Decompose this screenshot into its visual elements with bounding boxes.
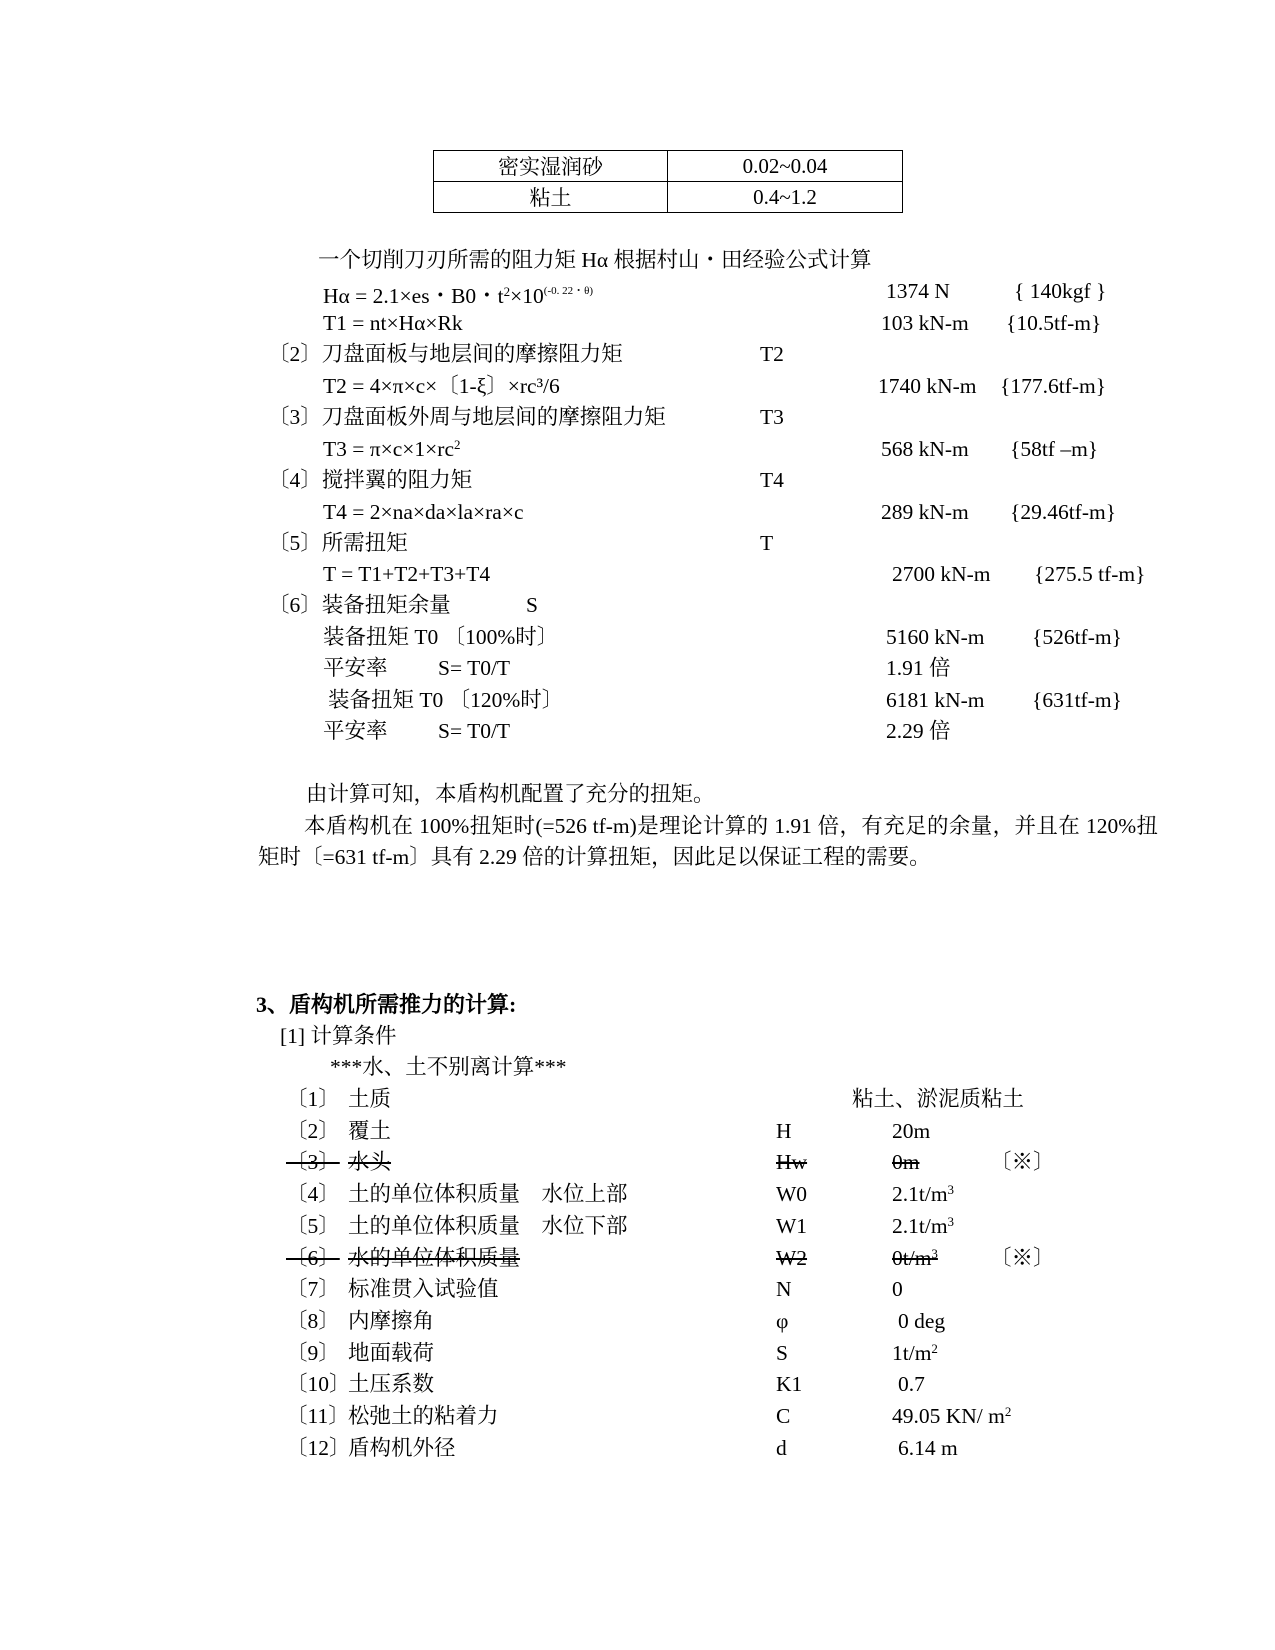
table-cell-value: 0.02~0.04: [668, 151, 903, 182]
condition-value-text: 0: [892, 1277, 903, 1301]
condition-value-exponent: 2: [1004, 1404, 1012, 1419]
condition-value-exponent: 3: [947, 1214, 955, 1229]
condition-number: 〔3〕: [286, 1150, 340, 1174]
table-cell-value: 0.4~1.2: [668, 182, 903, 213]
condition-symbol: K1: [776, 1372, 803, 1396]
condition-symbol: d: [776, 1436, 787, 1460]
t0-120-label: 装备扭矩 T0 〔120%时〕: [328, 688, 564, 712]
t4-formula: T4 = 2×na×da×la×ra×c: [323, 500, 524, 524]
t-symbol: T: [760, 531, 774, 555]
condition-number: 〔2〕: [286, 1119, 340, 1143]
condition-number: 〔7〕: [286, 1277, 340, 1301]
t3-formula: $T3 = \pi\times c\times 1\times rc^2$: [323, 437, 461, 461]
condition-name: 盾构机外径: [348, 1436, 456, 1460]
t-formula: T = T1+T2+T3+T4: [323, 562, 491, 586]
condition-value: [892, 1180, 954, 1208]
condition-value-exponent: 3: [931, 1246, 938, 1261]
condition-value: [892, 1244, 938, 1272]
subsection-heading: [1] 计算条件: [280, 1024, 397, 1048]
safety2-formula: S= T0/T: [438, 719, 511, 743]
t0-100-unit: {526tf-m}: [1032, 625, 1122, 649]
condition-value: [898, 1434, 958, 1462]
condition-value-text: 20m: [892, 1119, 931, 1143]
condition-name: 覆土: [348, 1119, 392, 1143]
condition-number: 〔9〕: [286, 1341, 340, 1365]
condition-mark: 〔※〕: [990, 1246, 1055, 1270]
t3-symbol: T3: [760, 405, 784, 429]
condition-value-exponent: 2: [931, 1341, 938, 1356]
condition-number: 〔4〕: [286, 1182, 340, 1206]
condition-number: 〔8〕: [286, 1309, 340, 1333]
table-cell-soil: 密实湿润砂: [434, 151, 668, 182]
condition-symbol: W1: [776, 1214, 808, 1238]
condition-value: [898, 1370, 925, 1398]
s-title: 〔6〕装备扭矩余量: [268, 593, 451, 617]
condition-value-text: 0 deg: [898, 1309, 946, 1333]
t1-unit: {10.5tf-m}: [1006, 311, 1102, 335]
section-heading: 3、盾构机所需推力的计算:: [256, 992, 517, 1017]
t2-value: 1740 kN-m: [878, 374, 977, 398]
condition-symbol: W0: [776, 1182, 808, 1206]
conclusion-paragraph: 本盾构机在 100%扭矩时(=526 tf-m)是理论计算的 1.91 倍，有充足的余量，并且在 120%扭矩时〔=631 tf-m〕具有 2.29 倍的计算扭矩，因此足以保证工程的需要。: [258, 814, 1158, 869]
condition-name: 土的单位体积质量 水位上部: [348, 1182, 628, 1206]
condition-value-text: 0.7: [898, 1372, 925, 1396]
condition-value-text: 49.05 KN/ m: [892, 1404, 1005, 1428]
t4-title: 〔4〕搅拌翼的阻力矩: [268, 468, 473, 492]
t0-100-value: 5160 kN-m: [886, 625, 985, 649]
condition-number: 〔11〕: [286, 1404, 350, 1428]
t2-symbol: T2: [760, 342, 784, 366]
t0-120-value: 6181 kN-m: [886, 688, 985, 712]
calc-note: ***水、土不别离计算***: [330, 1055, 567, 1079]
condition-value: [892, 1117, 930, 1145]
condition-name: 土的单位体积质量 水位下部: [348, 1214, 628, 1238]
condition-value: [892, 1402, 1011, 1430]
safety1-value: 1.91 倍: [886, 656, 951, 680]
condition-value: [898, 1307, 945, 1335]
condition-value: [892, 1212, 954, 1240]
t2-unit: {177.6tf-m}: [1000, 374, 1107, 398]
condition-number: 〔5〕: [286, 1214, 340, 1238]
condition-symbol: W2: [776, 1246, 808, 1270]
t0-120-unit: {631tf-m}: [1032, 688, 1122, 712]
condition-value-text: 0m: [892, 1150, 920, 1174]
safety1-label: 平安率: [323, 656, 388, 680]
t-title: 〔5〕所需扭矩: [268, 531, 408, 555]
condition-symbol: Hw: [776, 1150, 808, 1174]
t4-unit: {29.46tf-m}: [1010, 500, 1117, 524]
table-row: [434, 151, 903, 182]
safety1-formula: S= T0/T: [438, 656, 511, 680]
condition-number: 〔6〕: [286, 1246, 340, 1270]
table-cell-soil: 粘土: [434, 182, 668, 213]
t4-symbol: T4: [760, 468, 784, 492]
condition-value: [892, 1275, 903, 1303]
t2-title: 〔2〕刀盘面板与地层间的摩擦阻力矩: [268, 342, 623, 366]
condition-value-text: 1t/m: [892, 1341, 932, 1365]
condition-symbol: S: [776, 1341, 788, 1365]
t1-value: 103 kN-m: [881, 311, 969, 335]
condition-name: 松弛土的粘着力: [348, 1404, 499, 1428]
condition-symbol: φ: [776, 1309, 789, 1333]
condition-name: 土质: [348, 1087, 392, 1111]
safety2-label: 平安率: [323, 719, 388, 743]
condition-symbol: H: [776, 1119, 792, 1143]
condition-name: 标准贯入试验值: [348, 1277, 499, 1301]
conclusion-line: 由计算可知，本盾构机配置了充分的扭矩。: [306, 782, 715, 806]
condition-number: 〔10〕: [286, 1372, 351, 1396]
condition-value: [892, 1339, 938, 1367]
t0-100-label: 装备扭矩 T0 〔100%时〕: [323, 625, 559, 649]
condition-number: 〔12〕: [286, 1436, 351, 1460]
condition-value-text: 2.1t/m: [892, 1182, 948, 1206]
condition-value: [892, 1148, 919, 1176]
t3-unit: {58tf –m}: [1010, 437, 1099, 461]
ha-formula: Hα = 2.1×es・B0・$t^2\times 10^{(-0. 22・\theta)}$: [323, 284, 594, 308]
t-unit: {275.5 tf-m}: [1034, 562, 1146, 586]
condition-name: 土压系数: [348, 1372, 435, 1396]
torque-intro: 一个切削刀刃所需的阻力矩 Hα 根据村山・田经验公式计算: [318, 248, 872, 272]
condition-value-text: 6.14 m: [898, 1436, 958, 1460]
t3-title: 〔3〕刀盘面板外周与地层间的摩擦阻力矩: [268, 405, 666, 429]
condition-value: [852, 1085, 1024, 1113]
ha-unit: { 140kgf }: [1014, 279, 1107, 303]
condition-name: 地面载荷: [348, 1341, 435, 1365]
condition-value-text: 粘土、淤泥质粘土: [852, 1087, 1025, 1111]
condition-name: 内摩擦角: [348, 1309, 435, 1333]
safety2-value: 2.29 倍: [886, 719, 951, 743]
condition-symbol: N: [776, 1277, 792, 1301]
soil-coefficient-table: [433, 150, 903, 213]
t3-value: 568 kN-m: [881, 437, 969, 461]
t4-value: 289 kN-m: [881, 500, 969, 524]
condition-value-text: 2.1t/m: [892, 1214, 948, 1238]
condition-name: 水头: [348, 1150, 392, 1174]
condition-name: 水的单位体积质量: [348, 1246, 521, 1270]
t2-formula: T2 = 4×π×c×〔1-ξ〕×rc³/6: [323, 374, 560, 398]
condition-value-exponent: 3: [947, 1182, 955, 1197]
ha-value: 1374 N: [886, 279, 950, 303]
condition-value-text: 0t/m: [892, 1246, 932, 1270]
condition-mark: 〔※〕: [990, 1150, 1055, 1174]
t-value: 2700 kN-m: [892, 562, 991, 586]
t1-formula: T1 = nt×Hα×Rk: [323, 311, 463, 335]
condition-number: 〔1〕: [286, 1087, 340, 1111]
s-symbol: S: [526, 593, 538, 617]
condition-symbol: C: [776, 1404, 791, 1428]
table-row: [434, 182, 903, 213]
